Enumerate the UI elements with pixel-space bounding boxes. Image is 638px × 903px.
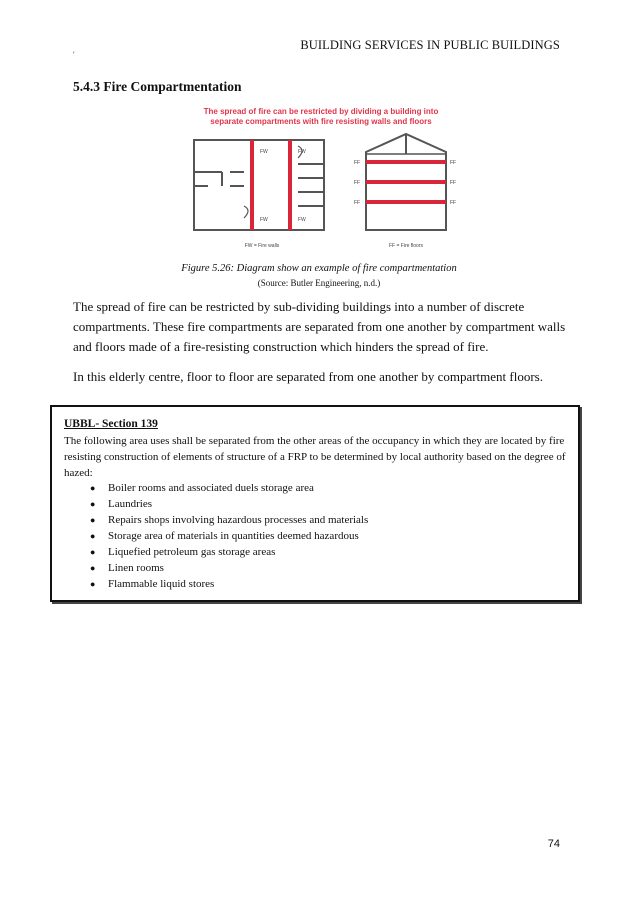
banner-line-2: separate compartments with fire resisting walls and floors <box>210 117 432 126</box>
fire-wall-tag: FW <box>260 217 268 223</box>
body-paragraph-1: The spread of fire can be restricted by sub-dividing buildings into a number of discrete compartments. These fire compartments are separated from one another by compartment walls and floors made of a fire-resisting construction which hinders the spread of fire. <box>73 299 566 354</box>
fire-compartment-diagram <box>174 102 468 260</box>
bullet-icon: ● <box>90 531 96 541</box>
fire-floor-tag: FF <box>354 180 361 186</box>
bullet-icon: ● <box>90 515 96 525</box>
list-item: ● Repairs shops involving hazardous processes and materials <box>90 514 369 526</box>
ubbl-box-intro: The following area uses shall be separated from the other areas of the occupancy in which they are located by fire resisting construction of elements of structure of a FRP to be determined by local authority based on the degree of hazed: <box>64 435 566 479</box>
fire-wall-tag: FW <box>298 149 306 155</box>
running-header: BUILDING SERVICES IN PUBLIC BUILDINGS <box>300 38 560 52</box>
hazard-area-list <box>64 480 368 592</box>
bullet-icon: ● <box>90 579 96 589</box>
page-number: 74 <box>547 838 560 850</box>
fire-wall-tag: FW <box>260 149 268 155</box>
banner-line-1: The spread of fire can be restricted by dividing a building into <box>203 107 439 116</box>
bullet-icon: ● <box>90 483 96 493</box>
bullet-icon: ● <box>90 563 96 573</box>
fire-floor-tag: FF <box>354 160 361 166</box>
list-item: ● Liquefied petroleum gas storage areas <box>90 546 276 558</box>
fire-floor-tag: FF <box>354 200 361 206</box>
section-title: 5.4.3 Fire Compartmentation <box>73 79 242 94</box>
legend-fire-floors: FF = Fire floors <box>388 243 424 249</box>
list-item: ● Laundries <box>90 498 152 510</box>
fire-floor-tag: FF <box>450 180 457 186</box>
ubbl-box-title: UBBL- Section 139 <box>64 418 158 430</box>
bullet-icon: ● <box>90 547 96 557</box>
stray-mark: ' <box>73 50 75 60</box>
figure-caption: Figure 5.26: Diagram show an example of fire compartmentation <box>181 263 457 274</box>
list-item: ● Storage area of materials in quantities deemed hazardous <box>90 530 359 542</box>
list-item: ● Linen rooms <box>90 562 164 574</box>
list-item: ● Flammable liquid stores <box>90 578 215 590</box>
list-item: ● Boiler rooms and associated duels storage area <box>90 482 314 494</box>
fire-wall-tag: FW <box>298 217 306 223</box>
fire-floor-tag: FF <box>450 160 457 166</box>
ubbl-section-box <box>50 405 580 602</box>
fire-compartment-figure <box>174 102 468 260</box>
body-paragraph-2: In this elderly centre, floor to floor are separated from one another by compartment floors. <box>73 369 543 384</box>
fire-floor-tag: FF <box>450 200 457 206</box>
figure-source: (Source: Butler Engineering, n.d.) <box>257 278 381 288</box>
legend-fire-walls: FW = Fire walls <box>244 243 280 249</box>
bullet-icon: ● <box>90 499 96 509</box>
